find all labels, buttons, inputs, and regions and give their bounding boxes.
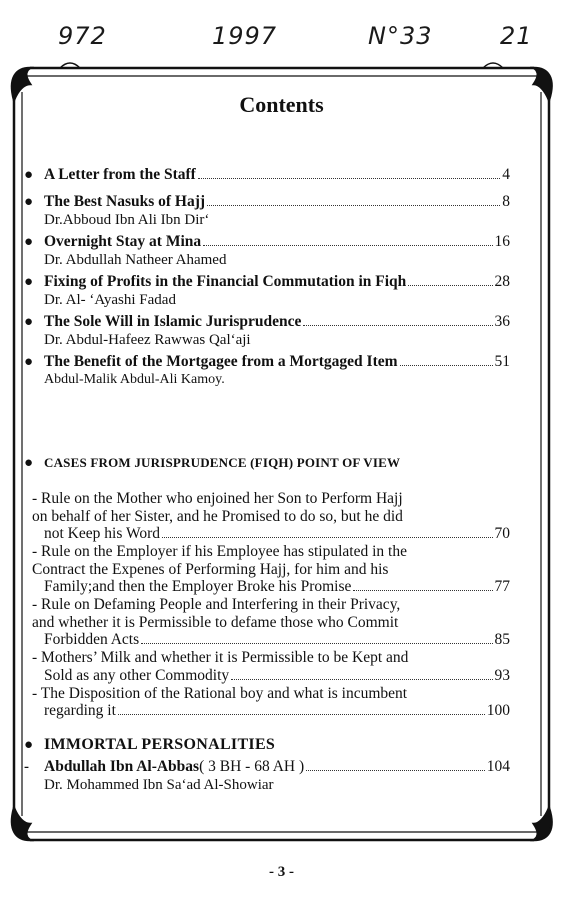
- toc-entry-author: Dr.Abboud Ibn Ali Ibn Dir‘: [44, 212, 210, 228]
- bullet-icon: ●: [24, 314, 34, 330]
- case-line: - Mothers’ Milk and whether it is Permissible to be Kept and: [32, 649, 409, 666]
- case-text: Rule on the Mother who enjoined her Son to Perform Hajj: [41, 490, 403, 507]
- dot-leader: [408, 285, 492, 286]
- dot-leader: [303, 325, 492, 326]
- toc-cases: [24, 490, 510, 720]
- dot-leader: [306, 770, 485, 771]
- dot-leader: [198, 178, 500, 179]
- toc-entry-page: 8: [502, 193, 510, 210]
- case-last-line: [44, 578, 510, 596]
- bullet-icon: ●: [24, 354, 34, 370]
- dot-leader: [118, 714, 485, 715]
- toc-entry-author: Dr. Abdul-Hafeez Rawwas Qal‘aji: [44, 332, 251, 348]
- toc-cases-heading: [24, 454, 510, 472]
- toc-entry-author: Dr. Abdullah Natheer Ahamed: [44, 252, 227, 268]
- case-page: 77: [494, 578, 510, 595]
- toc-articles: [24, 166, 510, 389]
- bullet-icon: ●: [24, 194, 34, 210]
- case-entry: [24, 685, 510, 721]
- case-text: Contract the Expenes of Performing Hajj, for him and his: [32, 560, 389, 578]
- case-text: Rule on Defaming People and Interfering in their Privacy,: [41, 596, 401, 613]
- case-last-line: [44, 667, 510, 685]
- case-text: Mothers’ Milk and whether it is Permissible to be Kept and: [41, 649, 409, 666]
- case-entry: [24, 649, 510, 685]
- case-text: Family;and then the Employer Broke his Promise: [44, 578, 352, 595]
- dot-leader: [141, 643, 492, 644]
- toc-entry-page: 36: [494, 313, 510, 330]
- bullet-icon: ●: [24, 167, 34, 183]
- toc-entry-page: 4: [502, 166, 510, 183]
- case-text: and whether it is Permissible to defame those who Commit: [32, 613, 399, 631]
- case-line: - Rule on Defaming People and Interfering in their Privacy,: [32, 596, 401, 613]
- toc-immortal: [24, 736, 510, 794]
- handwritten-note-972: 972: [58, 22, 107, 50]
- case-text: Rule on the Employer if his Employee has stipulated in the: [41, 543, 407, 560]
- dot-leader: [353, 590, 492, 591]
- case-text: on behalf of her Sister, and he Promised to do so, but he did: [32, 507, 403, 525]
- dot-leader: [162, 537, 493, 538]
- toc-entry-page: 104: [486, 758, 510, 775]
- page-title: Contents: [239, 92, 324, 117]
- toc-entry-dates: ( 3 BH - 68 AH ): [199, 758, 305, 775]
- case-last-line: [44, 702, 510, 720]
- toc-entry-page: 51: [494, 353, 510, 370]
- case-text: not Keep his Word: [44, 525, 160, 542]
- case-line: - Rule on the Mother who enjoined her Son to Perform Hajj: [32, 490, 403, 507]
- page-number: - 3 -: [269, 864, 294, 880]
- toc-entry: [24, 313, 510, 331]
- section-heading-row: [24, 736, 510, 754]
- toc-entry: [24, 193, 510, 211]
- dash-marker: -: [24, 759, 29, 775]
- toc-entry: [24, 166, 510, 184]
- toc-entry: [24, 273, 510, 291]
- dot-leader: [231, 679, 492, 680]
- bullet-icon: ●: [24, 234, 34, 250]
- section-heading-row: [24, 454, 510, 472]
- case-line: - Rule on the Employer if his Employee has stipulated in the: [32, 543, 407, 560]
- section-heading: CASES FROM JURISPRUDENCE (FIQH) POINT OF VIEW: [44, 455, 401, 470]
- case-entry: [24, 490, 510, 543]
- toc-entry-page: 28: [494, 273, 510, 290]
- case-text: Forbidden Acts: [44, 631, 140, 648]
- bullet-icon: ●: [24, 737, 34, 753]
- case-text: The Disposition of the Rational boy and what is incumbent: [40, 684, 408, 702]
- handwritten-note-year: 1997: [212, 22, 278, 50]
- toc-entry: [24, 758, 510, 776]
- section-heading: IMMORTAL PERSONALITIES: [44, 736, 276, 753]
- dot-leader: [203, 245, 492, 246]
- bullet-icon: ●: [24, 274, 34, 290]
- case-page: 85: [494, 631, 510, 648]
- case-last-line: [44, 631, 510, 649]
- toc-entry-author: Dr. Mohammed Ibn Sa‘ad Al-Showiar: [44, 777, 274, 793]
- bullet-icon: ●: [24, 455, 34, 471]
- toc-entry-title: Abdullah Ibn Al-Abbas: [44, 758, 200, 775]
- toc-entry-title: Fixing of Profits in the Financial Commutation in Fiqh: [44, 273, 407, 290]
- toc-entry-title: Overnight Stay at Mina: [44, 233, 202, 250]
- case-text: Sold as any other Commodity: [44, 666, 230, 684]
- case-text: regarding it: [44, 702, 116, 719]
- handwritten-note-21: 21: [500, 22, 533, 50]
- toc-entry-title: The Best Nasuks of Hajj: [44, 193, 206, 210]
- toc-entry-title: A Letter from the Staff: [44, 166, 196, 183]
- case-entry: [24, 596, 510, 649]
- handwritten-note-number: N°33: [368, 22, 433, 50]
- toc-entry: [24, 233, 510, 251]
- case-last-line: [44, 525, 510, 543]
- case-page: 100: [486, 702, 510, 719]
- dot-leader: [400, 365, 493, 366]
- toc-entry: [24, 353, 510, 371]
- dot-leader: [207, 205, 500, 206]
- toc-entry-title: The Benefit of the Mortgagee from a Mortgaged Item: [44, 353, 398, 370]
- toc-entry-title: The Sole Will in Islamic Jurisprudence: [44, 313, 302, 330]
- case-entry: [24, 543, 510, 596]
- toc-entry-author: Abdul-Malik Abdul-Ali Kamoy.: [44, 372, 225, 387]
- case-page: 93: [494, 666, 510, 684]
- toc-entry-page: 16: [494, 233, 510, 250]
- toc-entry-author: Dr. Al- ‘Ayashi Fadad: [44, 292, 176, 308]
- case-line: - The Disposition of the Rational boy and what is incumbent: [32, 684, 408, 702]
- case-page: 70: [494, 525, 510, 542]
